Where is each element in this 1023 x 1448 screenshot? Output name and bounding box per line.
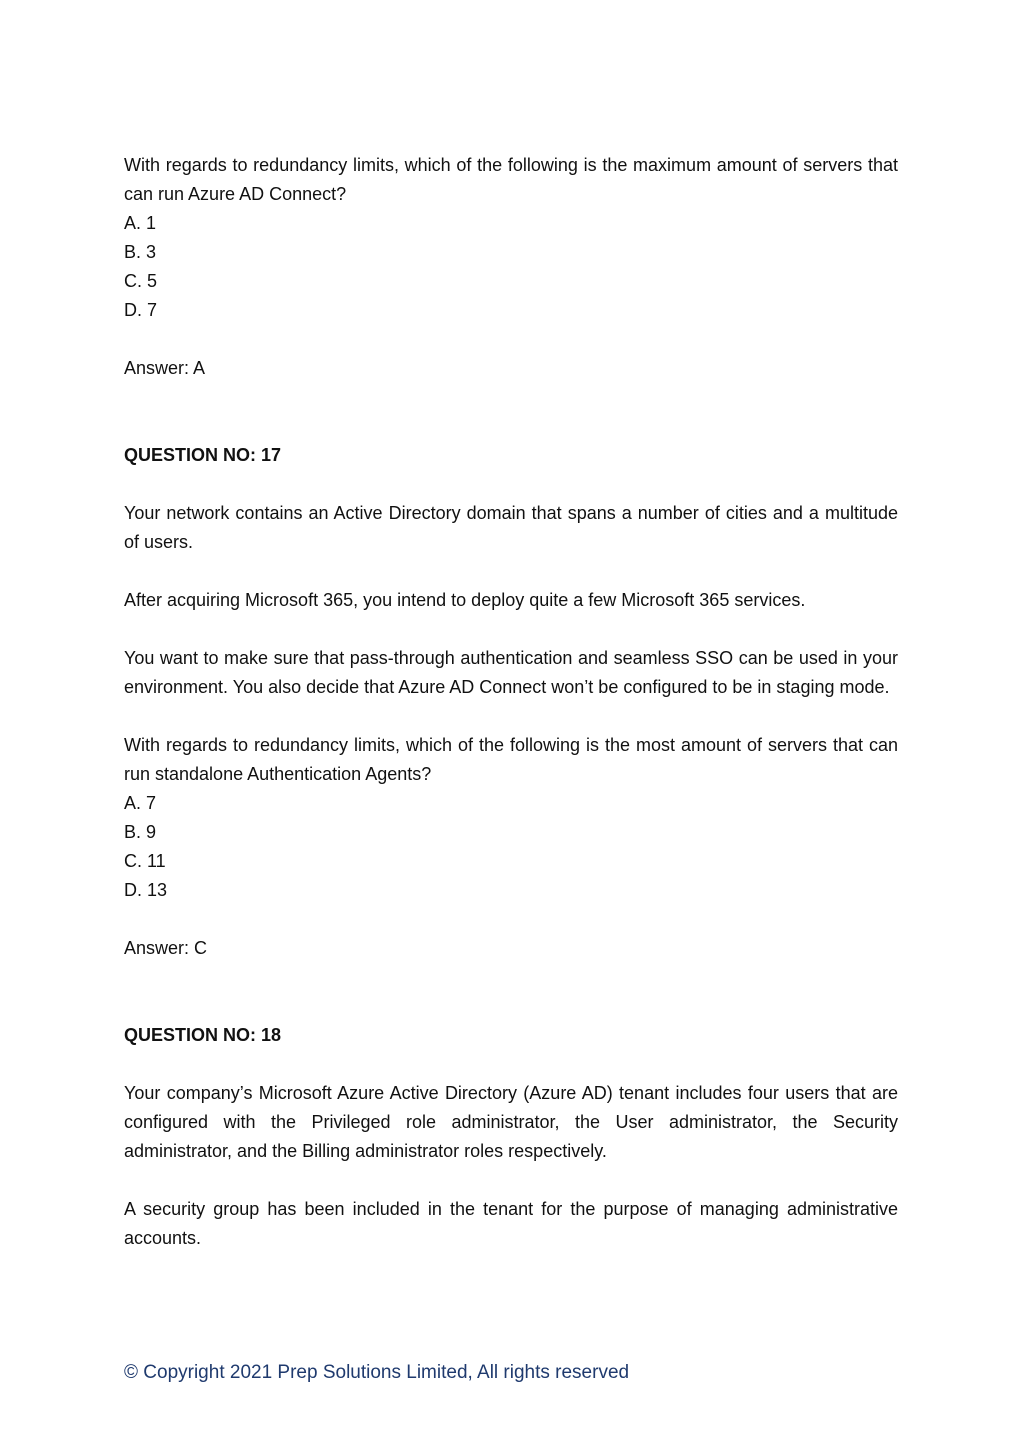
question-paragraph: You want to make sure that pass-through authentication and seamless SSO can be used in your environment. You also decide that Azure AD Connect won’t be configured to be in staging mode. bbox=[124, 648, 898, 697]
copyright-footer: © Copyright 2021 Prep Solutions Limited, All rights reserved bbox=[124, 1362, 630, 1383]
option-c: C. 11 bbox=[124, 851, 166, 871]
option-c: C. 5 bbox=[124, 271, 158, 291]
question-paragraph: After acquiring Microsoft 365, you intend to deploy quite a few Microsoft 365 services. bbox=[124, 590, 806, 610]
question-paragraph: Your company’s Microsoft Azure Active Directory (Azure AD) tenant includes four users that are configured with the Privileged role administrator, the User administrator, the Security administrator, and the Billing administrator roles respectively. bbox=[124, 1083, 898, 1161]
question-paragraph: A security group has been included in the tenant for the purpose of managing administrative accounts. bbox=[124, 1199, 898, 1248]
option-b: B. 3 bbox=[124, 242, 157, 262]
option-a: A. 7 bbox=[124, 793, 157, 813]
answer-options bbox=[124, 789, 898, 905]
question-heading: QUESTION NO: 18 bbox=[124, 1025, 282, 1045]
question-text: With regards to redundancy limits, which of the following is the most amount of servers that can run standalone Authentication Agents? bbox=[124, 735, 898, 784]
question-paragraph: Your network contains an Active Directory domain that spans a number of cities and a multitude of users. bbox=[124, 503, 898, 552]
option-d: D. 7 bbox=[124, 300, 158, 320]
answer-line: Answer: A bbox=[124, 358, 206, 378]
option-b: B. 9 bbox=[124, 822, 157, 842]
answer-options bbox=[124, 209, 898, 325]
answer-line: Answer: C bbox=[124, 938, 208, 958]
document-page bbox=[124, 151, 898, 1253]
question-text: With regards to redundancy limits, which of the following is the maximum amount of servers that can run Azure AD Connect? bbox=[124, 155, 898, 204]
option-d: D. 13 bbox=[124, 880, 168, 900]
question-heading: QUESTION NO: 17 bbox=[124, 445, 282, 465]
option-a: A. 1 bbox=[124, 213, 157, 233]
